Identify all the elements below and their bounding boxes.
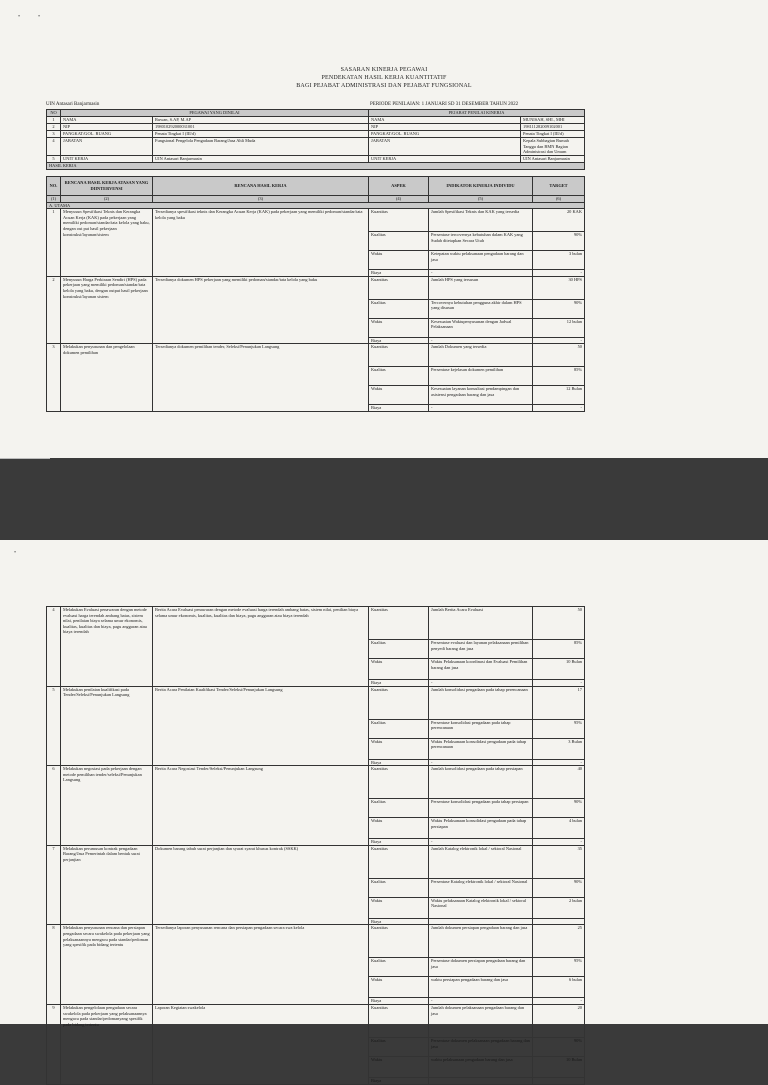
item-rhk: Berita Acara Negosiasi Tender/Seleksi/Penunjukan Langsung bbox=[153, 766, 369, 846]
item-aspek: Waktu bbox=[369, 818, 429, 839]
item-aspek: Kuantitas bbox=[369, 1004, 429, 1037]
item-indicator: Jumlah konsolidasi pengadaan pada tahap persiapan bbox=[429, 766, 533, 799]
indicator-row bbox=[47, 766, 585, 799]
item-no: 1 bbox=[47, 209, 61, 277]
col-rhk-atasan: RENCANA HASIL KERJA ATASAN YANG DIINTERVENSI bbox=[61, 177, 153, 196]
item-no: 8 bbox=[47, 925, 61, 1005]
item-aspek: Kualitas bbox=[369, 367, 429, 386]
item-aspek: Kuantitas bbox=[369, 276, 429, 299]
item-indicator: Persentase dokumen persiapan pengadaan barang dan jasa bbox=[429, 958, 533, 977]
item-aspek: Kuantitas bbox=[369, 209, 429, 232]
pejabat-label: JABATAN bbox=[369, 138, 521, 156]
item-target: 35 bbox=[533, 845, 585, 878]
column-header-row bbox=[47, 177, 585, 196]
item-target: 50 bbox=[533, 344, 585, 367]
item-aspek: Kualitas bbox=[369, 799, 429, 818]
scan-mark: • bbox=[38, 14, 41, 20]
col-indikator: INDIKATOR KINERJA INDIVIDU bbox=[429, 177, 533, 196]
doc-title: SASARAN KINERJA PEGAWAI bbox=[340, 67, 428, 73]
item-target: 3 bulan bbox=[533, 251, 585, 270]
item-indicator: Ketepatan waktu pelaksanaan pengadaan barang dan jasa bbox=[429, 251, 533, 270]
item-target: 50 bbox=[533, 607, 585, 640]
section-utama-label: A. UTAMA bbox=[47, 202, 585, 209]
item-rhk-atasan: Menyusun Harga Perkiraan Sendiri (HPS) pada pekerjaan yang memiliki pedoman/standar/tata kelola yang baku, dengan output hasil pekerjaan konstruksi/layanan sistem bbox=[61, 276, 153, 344]
item-target: 17 bbox=[533, 686, 585, 719]
item-aspek: Biaya bbox=[369, 759, 429, 766]
indicator-row bbox=[47, 845, 585, 878]
identity-label: NAMA bbox=[61, 117, 153, 124]
item-rhk: Dokumen barang tabuh surat perjanjian dan syarat syarat khusus kontrak (SSKK) bbox=[153, 845, 369, 925]
item-no: 5 bbox=[47, 686, 61, 766]
doc-subtitle: PENDEKATAN HASIL KERJA KUANTITATIF bbox=[321, 75, 447, 81]
item-indicator: - bbox=[429, 270, 533, 277]
item-target: 20 KAK bbox=[533, 209, 585, 232]
item-target: - bbox=[533, 337, 585, 344]
scan-mark: • bbox=[14, 550, 17, 556]
item-rhk-atasan: Melakukan penilaian kualifikasi pada Tender/Seleksi/Penunjukan Langsung bbox=[61, 686, 153, 766]
item-no: 7 bbox=[47, 845, 61, 925]
item-indicator: - bbox=[429, 680, 533, 687]
item-aspek: Waktu bbox=[369, 738, 429, 759]
pejabat-label: UNIT KERJA bbox=[369, 155, 521, 162]
item-indicator: Persentase konsolidasi pengadaan pada tahap persiapan bbox=[429, 799, 533, 818]
item-target: 85% bbox=[533, 367, 585, 386]
item-aspek: Kualitas bbox=[369, 878, 429, 897]
col-number: (4) bbox=[369, 196, 429, 203]
item-target: 4 bulan bbox=[533, 818, 585, 839]
item-target: 12 bulan bbox=[533, 318, 585, 337]
item-rhk: Berita Acara Penilaian Kualifikasi Tender/Seleksi/Penunjukan Langsung bbox=[153, 686, 369, 766]
item-aspek: Kuantitas bbox=[369, 766, 429, 799]
item-indicator: Jumlah Berita Acara Evaluasi bbox=[429, 607, 533, 640]
scan-mark: • bbox=[18, 14, 21, 20]
hasil-kerja-table bbox=[46, 176, 585, 412]
item-indicator: - bbox=[429, 337, 533, 344]
identity-value: UIN Antasari Banjarmasin bbox=[153, 155, 369, 162]
item-indicator: Jumlah HPS yang tersusun bbox=[429, 276, 533, 299]
item-aspek: Biaya bbox=[369, 270, 429, 277]
identity-header-row bbox=[47, 110, 585, 117]
identity-row bbox=[47, 131, 585, 138]
item-rhk: Tersedianya dokumen pemilihan tender, Seleksi/Penunjukan Langsung bbox=[153, 344, 369, 412]
item-target: 40 bbox=[533, 766, 585, 799]
col-aspek: ASPEK bbox=[369, 177, 429, 196]
col-number: (6) bbox=[533, 196, 585, 203]
item-rhk: Tersedianya dokumen HPS pekerjaan yang memiliki pedoman/standar/tata kelola yang baku bbox=[153, 276, 369, 344]
item-aspek: Biaya bbox=[369, 1077, 429, 1084]
item-target: - bbox=[533, 680, 585, 687]
item-aspek: Kualitas bbox=[369, 958, 429, 977]
item-aspek: Kualitas bbox=[369, 232, 429, 251]
doc-subtitle-2: BAGI PEJABAT ADMINISTRASI DAN PEJABAT FUNGSIONAL bbox=[296, 83, 472, 89]
identity-row bbox=[47, 155, 585, 162]
item-target: 30 HPS bbox=[533, 276, 585, 299]
item-indicator: Waktu Pelaksanaan koordinasi dan Evaluasi Pemilihan barang dan jasa bbox=[429, 659, 533, 680]
item-target: - bbox=[533, 759, 585, 766]
item-aspek: Kuantitas bbox=[369, 607, 429, 640]
item-indicator: Jumlah konsolidasi pengadaan pada tahap perencanaan bbox=[429, 686, 533, 719]
item-rhk-atasan: Melakukan penyusunan rencana dan persiapan pengadaan secara swakelola pada pekerjaan yang pelaksanaannya mengacu pada standar/pedoman yang spesifik pada bidang tertentu bbox=[61, 925, 153, 1005]
hasil-kerja-row bbox=[47, 162, 585, 169]
item-target: 95% bbox=[533, 719, 585, 738]
item-aspek: Kualitas bbox=[369, 719, 429, 738]
identity-no: 5 bbox=[47, 155, 61, 162]
item-indicator: Kesesuaian Waktupenyusunan dengan Jadwal Pelaksanaan bbox=[429, 318, 533, 337]
pejabat-value: Kepala Subbagian Rumah Tangga dan BMN Bagian Administrasi dan Umum bbox=[521, 138, 585, 156]
identity-value: Penata Tingkat I (III/d) bbox=[153, 131, 369, 138]
identity-no: 1 bbox=[47, 117, 61, 124]
item-indicator: - bbox=[429, 839, 533, 846]
item-rhk: Tersedianya laporan penyusunan rencana dan persiapan pengadaan secara swa kelola bbox=[153, 925, 369, 1005]
item-no: 6 bbox=[47, 766, 61, 846]
identity-value: Fungsional Pengelola Pengadaan Barang/Jasa Ahli Muda bbox=[153, 138, 369, 156]
item-aspek: Waktu bbox=[369, 386, 429, 405]
item-rhk-atasan: Melakukan Evaluasi penawaran dengan metode evaluasi harga terendah ambang batas, sistem nilai, penilaian biaya selama umur ekonomis, kualitas, kualitas dan biaya, pagu anggaran atau biaya terendah bbox=[61, 607, 153, 687]
item-indicator: - bbox=[429, 405, 533, 412]
pejabat-value: UIN Antasari Banjarmasin bbox=[521, 155, 585, 162]
item-indicator bbox=[429, 918, 533, 925]
item-indicator: Jumlah Dokumen yang tersedia bbox=[429, 344, 533, 367]
item-indicator: Persentase kejelasan dokumen pemilihan bbox=[429, 367, 533, 386]
pejabat-label: NAMA bbox=[369, 117, 521, 124]
item-indicator: Jumlah dokumen persiapan pengadaan barang dan jasa bbox=[429, 925, 533, 958]
item-indicator: waktu persiapan pengadaan barang dan jasa bbox=[429, 977, 533, 998]
identity-table bbox=[46, 109, 585, 170]
document-page-1 bbox=[0, 0, 768, 458]
item-target: - bbox=[533, 405, 585, 412]
page-divider bbox=[0, 458, 50, 459]
item-target: 3 Bulan bbox=[533, 738, 585, 759]
identity-value: 198010292000031001 bbox=[153, 124, 369, 131]
item-aspek: Kualitas bbox=[369, 299, 429, 318]
identity-row bbox=[47, 138, 585, 156]
col-number: (2) bbox=[61, 196, 153, 203]
item-aspek: Waktu bbox=[369, 977, 429, 998]
item-rhk: Laporan Kegiatan swakelola bbox=[153, 1004, 369, 1084]
item-indicator: - bbox=[429, 998, 533, 1005]
pejabat-value: Penata Tingkat I (III/d) bbox=[521, 131, 585, 138]
item-target: 20 bbox=[533, 1004, 585, 1037]
item-indicator: Persentase dokumen pelaksanaan pengadaan barang dan jasa bbox=[429, 1037, 533, 1056]
item-target: 90% bbox=[533, 878, 585, 897]
item-target: 12 Bulan bbox=[533, 386, 585, 405]
item-rhk: Tersedianya spesifikasi teknis dan Kerangka Acuan Kerja (KAK) pada pekerjaan yang memiliki pedoman/standar/tata kelola yang baku bbox=[153, 209, 369, 277]
item-aspek: Biaya bbox=[369, 998, 429, 1005]
item-aspek: Biaya bbox=[369, 918, 429, 925]
column-number-row bbox=[47, 196, 585, 203]
item-indicator: Jumlah Katalog elektronik lokal / sektoral Nasional bbox=[429, 845, 533, 878]
pejabat-value: MUNISAH, SHI., MHI bbox=[521, 117, 585, 124]
col-rhk: RENCANA HASIL KERJA bbox=[153, 177, 369, 196]
identity-label: UNIT KERJA bbox=[61, 155, 153, 162]
identity-col-pejabat: PEJABAT PENILAI KINERJA bbox=[369, 110, 585, 117]
item-indicator: Jumlah dokumen pelaksanaan pengadaan barang dan jasa bbox=[429, 1004, 533, 1037]
item-target: 95% bbox=[533, 958, 585, 977]
identity-col-pegawai: PEGAWAI YANG DINILAI bbox=[61, 110, 369, 117]
item-aspek: Waktu bbox=[369, 318, 429, 337]
indicator-row bbox=[47, 607, 585, 640]
identity-no: 3 bbox=[47, 131, 61, 138]
item-rhk-atasan: Melakukan penyusunan dan pengelolaan dokumen pemilihan bbox=[61, 344, 153, 412]
item-indicator: waktu pelaksanaan pengadaan barang dan jasa bbox=[429, 1056, 533, 1077]
item-target bbox=[533, 1077, 585, 1084]
col-target: TARGET bbox=[533, 177, 585, 196]
section-utama-row bbox=[47, 202, 585, 209]
item-target bbox=[533, 918, 585, 925]
identity-col-no: NO bbox=[47, 110, 61, 117]
item-aspek: Kuantitas bbox=[369, 686, 429, 719]
item-indicator: Kesesuaian layanan konsultasi pendampingan dan asistensi pengadaan barang dan jasa bbox=[429, 386, 533, 405]
identity-no: 2 bbox=[47, 124, 61, 131]
item-rhk-atasan: Melakukan perumusan kontrak pengadaan Barang/Jasa Pemerintah dalam bentuk surat perjanjian bbox=[61, 845, 153, 925]
item-target: 10 Bulan bbox=[533, 659, 585, 680]
col-no: NO. bbox=[47, 177, 61, 196]
item-indicator: Waktu Pelaksanaan konsolidasi pengadaan pada tahap perencanaan bbox=[429, 738, 533, 759]
pejabat-value: 198111282009102001 bbox=[521, 124, 585, 131]
indicator-row bbox=[47, 209, 585, 232]
item-target: 10 Bulan bbox=[533, 1056, 585, 1077]
item-target: - bbox=[533, 839, 585, 846]
item-aspek: Waktu bbox=[369, 251, 429, 270]
item-target: 90% bbox=[533, 299, 585, 318]
item-target: 85% bbox=[533, 640, 585, 659]
hasil-kerja-table-continued bbox=[46, 606, 585, 1085]
assessment-period: PERIODE PENILAIAN: 1 JANUARI SD 31 DESEMBER TAHUN 2022 bbox=[370, 102, 519, 107]
item-indicator bbox=[429, 1077, 533, 1084]
identity-value: Ruwan, S.AP, M.AP bbox=[153, 117, 369, 124]
item-aspek: Biaya bbox=[369, 839, 429, 846]
item-indicator: Waktu pelaksanaan Katalog elektronik lokal / sektoral Nasional bbox=[429, 897, 533, 918]
item-target: 25 bbox=[533, 925, 585, 958]
item-aspek: Kualitas bbox=[369, 640, 429, 659]
item-aspek: Biaya bbox=[369, 680, 429, 687]
item-aspek: Kuantitas bbox=[369, 925, 429, 958]
item-indicator: Waktu Pelaksanaan konsolidasi pengadaan pada tahap persiapan bbox=[429, 818, 533, 839]
item-indicator: - bbox=[429, 759, 533, 766]
item-indicator: Jumlah Spesifikasi Teknis dan KAK yang tersedia bbox=[429, 209, 533, 232]
item-aspek: Biaya bbox=[369, 405, 429, 412]
item-target: - bbox=[533, 270, 585, 277]
indicator-row bbox=[47, 1004, 585, 1037]
item-target: 90% bbox=[533, 232, 585, 251]
unit-name: UIN Antasari Banjarmasin bbox=[46, 102, 100, 107]
identity-no: 4 bbox=[47, 138, 61, 156]
identity-label: JABATAN bbox=[61, 138, 153, 156]
item-aspek: Kualitas bbox=[369, 1037, 429, 1056]
identity-row bbox=[47, 124, 585, 131]
col-number: (3) bbox=[153, 196, 369, 203]
item-indicator: Tercovernya kebutuhan pengguna akhir dalam HPS yang disusun bbox=[429, 299, 533, 318]
item-aspek: Biaya bbox=[369, 337, 429, 344]
item-aspek: Kuantitas bbox=[369, 845, 429, 878]
item-no: 9 bbox=[47, 1004, 61, 1084]
pejabat-label: NIP bbox=[369, 124, 521, 131]
item-target: 90% bbox=[533, 799, 585, 818]
indicator-row bbox=[47, 925, 585, 958]
pejabat-label: PANGKAT/GOL. RUANG bbox=[369, 131, 521, 138]
hasil-kerja-label: HASIL KERJA bbox=[47, 162, 585, 169]
indicator-row bbox=[47, 344, 585, 367]
item-no: 2 bbox=[47, 276, 61, 344]
item-aspek: Waktu bbox=[369, 659, 429, 680]
item-indicator: Persentase konsolidasi pengadaan pada tahap perencanaan bbox=[429, 719, 533, 738]
item-aspek: Kuantitas bbox=[369, 344, 429, 367]
item-target: 2 bulan bbox=[533, 897, 585, 918]
indicator-row bbox=[47, 686, 585, 719]
item-aspek: Waktu bbox=[369, 1056, 429, 1077]
item-indicator: Persentase Katalog elektronik lokal / sektoral Nasional bbox=[429, 878, 533, 897]
indicator-row bbox=[47, 276, 585, 299]
item-rhk-atasan: Menyusun Spesifikasi Teknis dan Kerangka Acuan Kerja (KAK) pada pekerjaan yang memiliki pedoman/standar/tata kelola yang baku, dengan out put hasil pekerjaan konstruksi/layanan/sistem bbox=[61, 209, 153, 277]
identity-label: PANGKAT/GOL. RUANG bbox=[61, 131, 153, 138]
item-rhk: Berita Acara Evaluasi penawaran dengan metode evaluasi harga terendah ambang batas, sistem nilai, penilian biaya selama umur ekonomis, kualitas, kualitas dan biaya, pagu anggaran atau biaya terendah bbox=[153, 607, 369, 687]
item-rhk-atasan: Melakukan negosiasi pada pekerjaan dengan metode pemilihan tender/seleksi/Penunjukan Langsung bbox=[61, 766, 153, 846]
item-target: - bbox=[533, 998, 585, 1005]
item-target: 90% bbox=[533, 1037, 585, 1056]
item-rhk-atasan: Melakukan pengelolaan pengadaan secara swakelola pada pekerjaan yang pelaksanaannya mengacu pada standar/pedomanyang spesifik pada bidang tertentu bbox=[61, 1004, 153, 1084]
item-target: 6 bulan bbox=[533, 977, 585, 998]
item-indicator: Persentase tercovernya kebutuhan dalam KAK yang Sudah ditetapkan Secara Utuh bbox=[429, 232, 533, 251]
item-aspek: Waktu bbox=[369, 897, 429, 918]
item-no: 3 bbox=[47, 344, 61, 412]
col-number: (1) bbox=[47, 196, 61, 203]
col-number: (5) bbox=[429, 196, 533, 203]
item-indicator: Persentase evaluasi dan layanan pelaksanaan pemilihan penyedi barang dan jasa bbox=[429, 640, 533, 659]
identity-row bbox=[47, 117, 585, 124]
item-no: 4 bbox=[47, 607, 61, 687]
identity-label: NIP bbox=[61, 124, 153, 131]
